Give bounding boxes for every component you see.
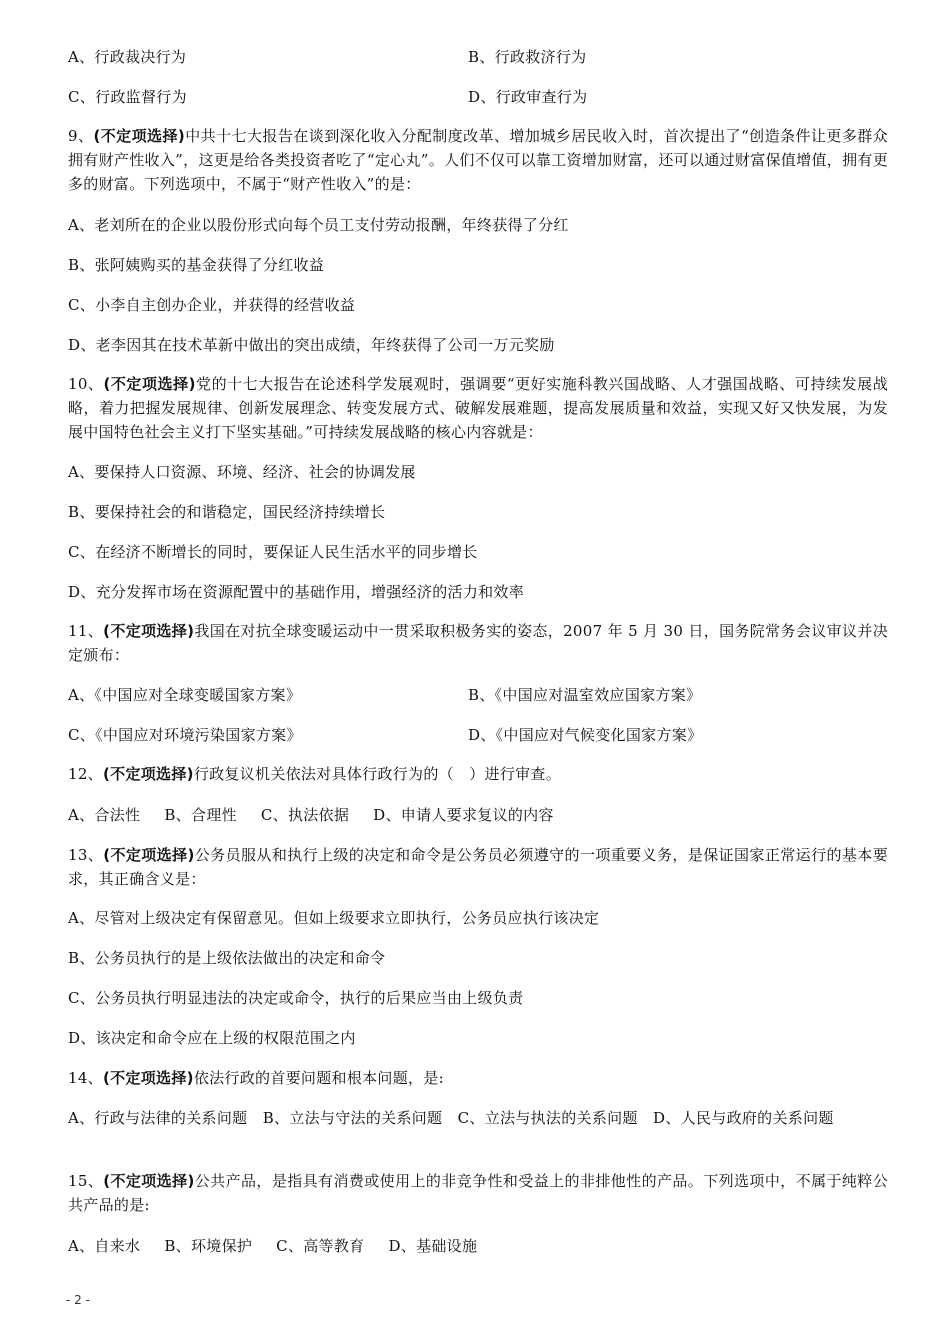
question-text: 公务员服从和执行上级的决定和命令是公务员必须遵守的一项重要义务，是保证国家正常运行的基本要求，其正确含义是： [68,846,888,888]
q11-option-d: D、《中国应对气候变化国家方案》 [468,726,703,744]
q15-option-c: C、高等教育 [276,1237,365,1255]
question-13 [68,843,888,891]
question-number: 12、 [68,765,103,783]
question-11 [68,619,888,667]
question-number: 11、 [68,622,104,640]
question-number: 9、 [68,127,94,145]
question-number: 13、 [68,846,104,864]
q11-option-c: C、《中国应对环境污染国家方案》 [68,726,302,744]
q13-option-d: D、该决定和命令应在上级的权限范围之内 [68,1029,356,1047]
question-type-tag: (不定项选择) [93,127,186,145]
question-type-tag: (不定项选择) [103,1172,195,1190]
page-number: - 2 - [66,1293,90,1307]
q8-option-a: A、行政裁决行为 [68,48,187,66]
question-14 [68,1066,888,1090]
q10-option-b: B、要保持社会的和谐稳定，国民经济持续增长 [68,503,386,521]
q12-option-a: A、合法性 [68,806,141,824]
q8-option-d: D、行政审查行为 [468,88,588,106]
question-text: 中共十七大报告在谈到深化收入分配制度改革、增加城乡居民收入时，首次提出了“创造条件让更多群众拥有财产性收入”，这更是给各类投资者吃了“定心丸”。人们不仅可以靠工资增加财富，还可以通过财富保值增值，拥有更多的财富。下列选项中，不属于“财产性收入”的是： [68,127,888,193]
q15-option-d: D、基础设施 [388,1237,478,1255]
q13-option-b: B、公务员执行的是上级依法做出的决定和命令 [68,949,386,967]
q10-option-d: D、充分发挥市场在资源配置中的基础作用，增强经济的活力和效率 [68,583,525,601]
q11-option-a: A、《中国应对全球变暖国家方案》 [68,686,302,704]
q12-options [68,803,554,827]
q10-option-a: A、要保持人口资源、环境、经济、社会的协调发展 [68,463,416,481]
q15-option-a: A、自来水 [68,1237,141,1255]
q11-option-b: B、《中国应对温室效应国家方案》 [468,686,702,704]
question-type-tag: (不定项选择) [103,765,194,783]
question-text: 党的十七大报告在论述科学发展观时，强调要“更好实施科教兴国战略、人才强国战略、可持续发展战略，着力把握发展规律、创新发展理念、转变发展方式、破解发展难题，提高发展质量和效益，实现又好又快发展，为发展中国特色社会主义打下坚实基础。”可持续发展战略的核心内容就是： [68,375,888,441]
q13-option-a: A、尽管对上级决定有保留意见。但如上级要求立即执行，公务员应执行该决定 [68,909,600,927]
q9-option-b: B、张阿姨购买的基金获得了分红收益 [68,256,325,274]
question-type-tag: (不定项选择) [103,622,195,640]
q8-option-b: B、行政救济行为 [468,48,587,66]
q9-option-c: C、小李自主创办企业，并获得的经营收益 [68,296,356,314]
q8-option-c: C、行政监督行为 [68,88,187,106]
question-text: 行政复议机关依法对具体行政行为的（ ）进行审查。 [193,765,562,783]
question-15 [68,1169,888,1217]
question-type-tag: (不定项选择) [103,1069,194,1087]
q13-option-c: C、公务员执行明显违法的决定或命令，执行的后果应当由上级负责 [68,989,524,1007]
q14-options: A、行政与法律的关系问题 B、立法与守法的关系问题 C、立法与执法的关系问题 D、人民与政府的关系问题 [68,1109,834,1127]
question-text: 我国在对抗全球变暖运动中一贯采取积极务实的姿态，2007 年 5 月 30 日，国务院常务会议审议并决定颁布： [68,622,888,664]
q9-option-d: D、老李因其在技术革新中做出的突出成绩，年终获得了公司一万元奖励 [68,336,555,354]
q15-option-b: B、环境保护 [164,1237,253,1255]
q10-option-c: C、在经济不断增长的同时，要保证人民生活水平的同步增长 [68,543,478,561]
question-text: 依法行政的首要问题和根本问题，是: [193,1069,444,1087]
q12-option-d: D、申请人要求复议的内容 [373,806,554,824]
question-text: 公共产品，是指具有消费或使用上的非竞争性和受益上的非排他性的产品。下列选项中，不属于纯粹公共产品的是: [68,1172,888,1214]
q12-option-b: B、合理性 [164,806,237,824]
question-type-tag: (不定项选择) [103,375,196,393]
question-12 [68,762,888,786]
q15-options [68,1234,477,1258]
q9-option-a: A、老刘所在的企业以股份形式向每个员工支付劳动报酬，年终获得了分红 [68,216,569,234]
question-number: 10、 [68,375,104,393]
question-9 [68,124,888,196]
question-number: 14、 [68,1069,103,1087]
question-10 [68,372,888,444]
question-number: 15、 [68,1172,104,1190]
q12-option-c: C、执法依据 [260,806,350,824]
question-type-tag: (不定项选择) [103,846,195,864]
